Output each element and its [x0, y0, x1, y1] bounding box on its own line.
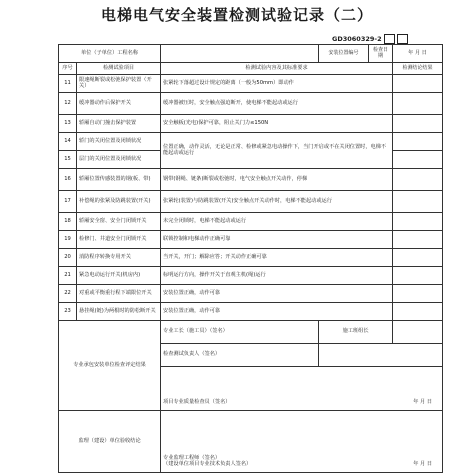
row-content: 未完全闭锁时，电梯不能起动或运行 — [161, 213, 393, 231]
row-content: 安装位置正确，动作可靠 — [161, 285, 393, 303]
row-content: 安装位置正确，动作可靠 — [161, 303, 393, 321]
row-no: 19 — [59, 231, 77, 249]
construction-unit-label: 专业承包安装单位检查评定结果 — [59, 321, 161, 411]
row-item: 轿门的关闭位置及闭锁状况 — [77, 133, 161, 151]
quality-inspector-cell — [161, 367, 443, 411]
row-no: 11 — [59, 75, 77, 93]
row-result — [393, 191, 443, 213]
row-result — [393, 75, 443, 93]
col-item-header: 检测试验项目 — [77, 63, 161, 75]
row-no: 17 — [59, 191, 77, 213]
row-result — [393, 285, 443, 303]
document-title: 电梯电气安全装置检测试验记录（二） — [100, 6, 373, 24]
code-box-1 — [384, 34, 395, 44]
supervision-unit-label: 监理（建设）单位验收结论 — [59, 411, 161, 473]
row-content: 联锁控制和电梯动作正确可靠 — [161, 231, 393, 249]
row-content: 缓冲器被压时，安全触点强迫断开，使电梯不能起动或运行 — [161, 93, 393, 115]
row-item: 补偿绳的张紧及防跳装置(开关) — [77, 191, 161, 213]
row-result — [393, 169, 443, 191]
acceptance-date: 年 月 日 — [413, 461, 433, 468]
form-code — [332, 34, 408, 44]
row-item: 检修门、井道安全门闭锁开关 — [77, 231, 161, 249]
test-date-value: 年 月 日 — [393, 45, 443, 63]
row-no: 22 — [59, 285, 77, 303]
supervisor-note: （建设单位项目专业技术负责人签名） — [163, 461, 252, 468]
pro-foreman-label: 专业工长（施工员）（签名） — [161, 321, 319, 344]
row-content: 张紧轮(装置)与防跳装置(开关)安全触点开关动作时，电梯不能起动或运行 — [161, 191, 393, 213]
code-box-2 — [397, 34, 408, 44]
unit-name-label: 单位（子单位）工程名称 — [59, 45, 161, 63]
tester-label: 检查测试负责人（签名） — [161, 344, 319, 367]
row-no: 20 — [59, 249, 77, 267]
col-conclusion-header: 检测结论结果 — [393, 63, 443, 75]
row-item: 轿厢自动门撞击保护装置 — [77, 115, 161, 133]
supervisor-label: 专业监理工程师（签名） — [163, 455, 221, 462]
row-item: 轿厢位置传感装置的钢(板、带) — [77, 169, 161, 191]
row-result — [393, 267, 443, 285]
row-content: 张紧轮下落超过设计规定的距离（一般为50mm）即动作 — [161, 75, 393, 93]
row-no: 16 — [59, 169, 77, 191]
row-no: 18 — [59, 213, 77, 231]
row-result — [393, 151, 443, 169]
team-leader-value — [393, 321, 443, 344]
form-code-text: GD3060329-2 — [332, 35, 382, 43]
row-no: 12 — [59, 93, 77, 115]
row-item: 缓冲器动作后保护开关 — [77, 93, 161, 115]
row-item: 轿厢安全窗、安全门闭锁开关 — [77, 213, 161, 231]
row-no: 15 — [59, 151, 77, 169]
row-no: 13 — [59, 115, 77, 133]
record-table — [58, 44, 443, 473]
row-content: 位置正确，动作灵活，无论是正常、检修或紧急电动操作下，当门开启或不在关闭位置时，电梯不能起动或运行 — [161, 133, 393, 169]
install-position-label: 安装位置编号 — [319, 45, 369, 63]
tester-value — [319, 344, 443, 367]
row-result — [393, 249, 443, 267]
row-item: 层门的关闭位置及闭锁状况 — [77, 151, 161, 169]
row-item: 悬挂绳(链)为两根时的防松断开关 — [77, 303, 161, 321]
row-result — [393, 303, 443, 321]
row-item: 对重或平衡重行程下端限位开关 — [77, 285, 161, 303]
row-content: 安全触板(光电)保护可靠，阻止关门力≤150N — [161, 115, 393, 133]
team-leader-label: 施工班组长 — [319, 321, 393, 344]
col-content-header: 检测试验内容及其标准要求 — [161, 63, 393, 75]
row-no: 23 — [59, 303, 77, 321]
row-no: 14 — [59, 133, 77, 151]
row-item: 紧急电动运行开关(机房内) — [77, 267, 161, 285]
row-content: 钢带(钢绳、链条)断裂或松弛时，电气安全触点开关动作，停梯 — [161, 169, 393, 191]
row-result — [393, 93, 443, 115]
row-content: 标明运行方向，操作开关于直观主机(绳)运行 — [161, 267, 393, 285]
row-result — [393, 115, 443, 133]
col-no-header: 序号 — [59, 63, 77, 75]
row-content: 当开关，开门；解除应答；开关动作正确可靠 — [161, 249, 393, 267]
row-result — [393, 213, 443, 231]
quality-inspector-label: 项目专业质量检查员（签名） — [163, 399, 231, 406]
row-item: 消防程序转换专用开关 — [77, 249, 161, 267]
inspection-date: 年 月 日 — [413, 399, 433, 406]
row-item: 限速绳断裂或松弛保护装置（开关） — [77, 75, 161, 93]
row-result — [393, 231, 443, 249]
unit-name-value — [161, 45, 319, 63]
row-no: 21 — [59, 267, 77, 285]
supervisor-cell — [161, 411, 443, 473]
test-date-label: 检查日期 — [369, 45, 393, 63]
row-result — [393, 133, 443, 151]
